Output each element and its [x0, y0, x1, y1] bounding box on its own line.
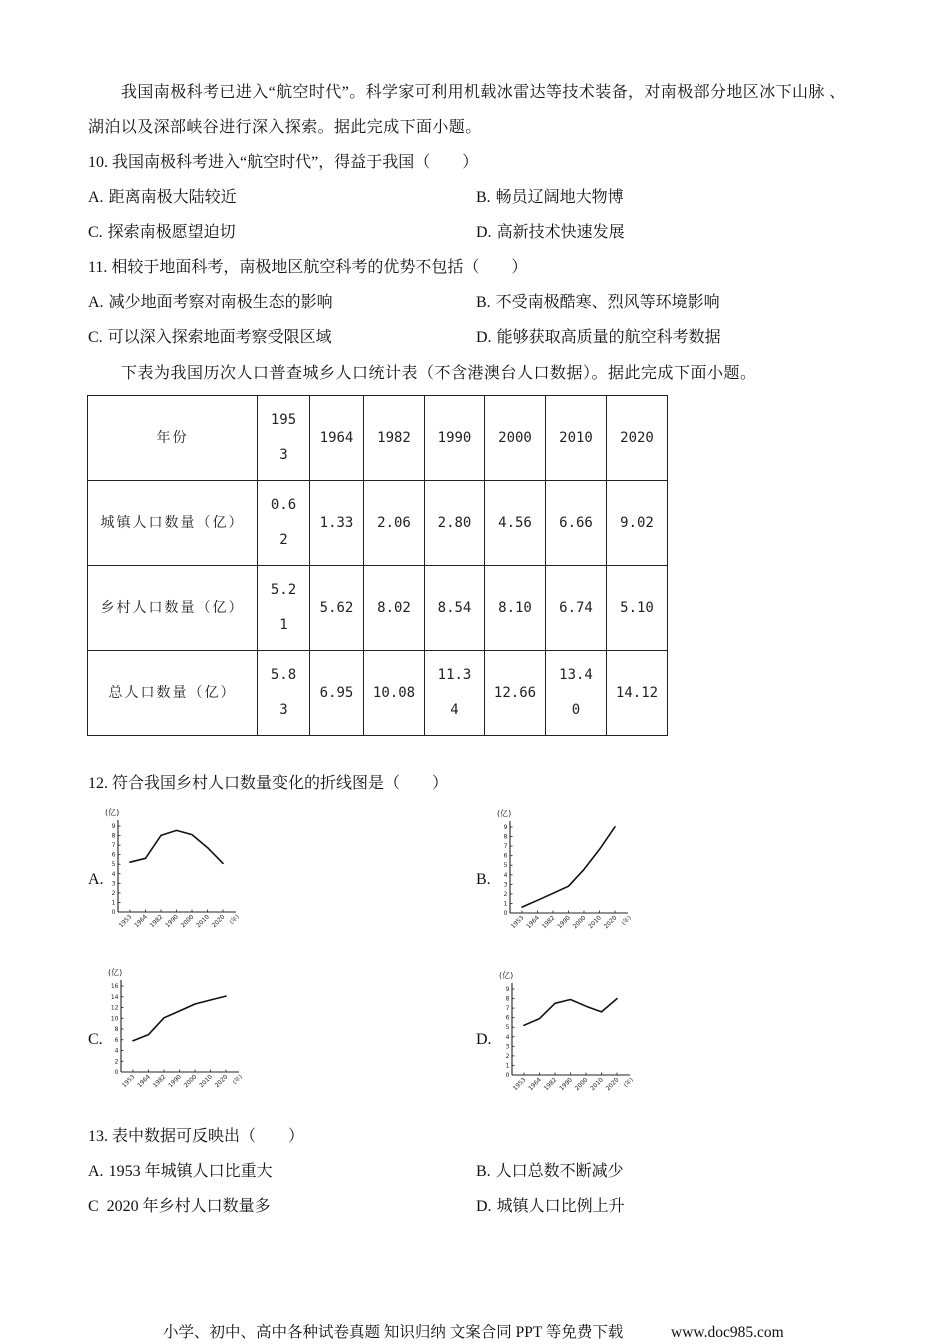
passage-1-line-1: 我国南极科考已进入“航空时代”。科学家可利用机载冰雷达等技术装备，对南极部分地区冰下山脉 、	[121, 84, 846, 101]
option-label: D.	[476, 224, 492, 241]
question-11-option-a	[88, 293, 333, 313]
chart-c-option-label: C.	[88, 1031, 103, 1048]
chart-d-series-line	[524, 999, 617, 1026]
question-11-option-b	[476, 293, 720, 313]
question-13-stem: 13. 表中数据可反映出（ ）	[88, 1128, 305, 1145]
option-label: D.	[476, 329, 492, 346]
chart-c-ytick-label: 8	[114, 1026, 119, 1033]
question-13-option-b	[476, 1162, 624, 1182]
chart-d	[498, 967, 648, 1099]
chart-b-ytick-label: 3	[503, 881, 508, 889]
table-cell: 2.06	[364, 481, 425, 566]
table-row-rural	[88, 566, 668, 651]
table-cell: 14.12	[607, 651, 668, 736]
footer-text: 小学、初中、高中各种试卷真题 知识归纳 文案合同 PPT 等免费下载	[163, 1324, 624, 1341]
chart-d-x-unit-label: (年)	[622, 1076, 635, 1089]
table-cell: 8.54	[425, 566, 485, 651]
chart-a	[104, 804, 254, 936]
table-cell-text: 13.40	[559, 667, 593, 718]
chart-b-ytick-label: 2	[503, 890, 508, 898]
chart-a-xtick-label: 1964	[133, 913, 149, 930]
table-cell: 6.95	[310, 651, 364, 736]
table-row-label: 乡村人口数量（亿）	[88, 566, 258, 651]
option-text: 不受南极酷寒、烈风等环境影响	[495, 294, 720, 311]
chart-d-y-unit-label: (亿)	[499, 971, 514, 980]
chart-c-ytick-label: 2	[114, 1058, 119, 1066]
chart-a-ytick-label: 9	[111, 823, 116, 830]
chart-a-xtick-label: 2010	[195, 913, 211, 930]
chart-d-ytick-label: 9	[505, 986, 510, 993]
chart-d-xtick-label: 2000	[573, 1076, 590, 1093]
chart-d-ytick-label: 7	[505, 1005, 510, 1013]
table-cell: 12.66	[485, 651, 546, 736]
chart-b-xtick-label: 1990	[556, 914, 572, 931]
chart-d-xtick-label: 2020	[604, 1076, 621, 1093]
table-header-year-1990: 1990	[425, 396, 485, 481]
chart-c-xtick-label: 1953	[120, 1073, 137, 1090]
question-10-option-c	[88, 223, 236, 243]
chart-a-option-label: A.	[88, 871, 104, 888]
chart-a-xtick-label: 2020	[210, 913, 227, 930]
table-cell	[258, 566, 310, 651]
table-cell	[258, 651, 310, 736]
table-cell-text: 0.62	[270, 497, 297, 548]
table-cell-text: 11.34	[437, 667, 472, 718]
table-cell: 9.02	[607, 481, 668, 566]
chart-b-xtick-label: 1982	[540, 914, 557, 931]
table-row-urban	[88, 481, 668, 566]
passage-2: 下表为我国历次人口普查城乡人口统计表（不含港澳台人口数据）。据此完成下面小题。	[121, 365, 757, 382]
chart-d-xtick-label: 1990	[558, 1076, 574, 1093]
chart-c-xtick-label: 1964	[136, 1073, 152, 1090]
option-text: 探索南极愿望迫切	[107, 224, 236, 241]
chart-a-ytick-label: 0	[111, 909, 116, 916]
table-cell: 1.33	[310, 481, 364, 566]
question-13-option-d	[476, 1197, 625, 1217]
chart-a-ytick-label: 8	[111, 832, 116, 840]
chart-b-option-label: B.	[476, 871, 491, 888]
chart-b-y-unit-label: (亿)	[497, 809, 512, 818]
chart-d-ytick-label: 3	[505, 1043, 510, 1051]
chart-b-series-line	[522, 827, 615, 907]
footer-url: www.doc985.com	[671, 1324, 784, 1341]
table-row-label: 总人口数量（亿）	[88, 651, 258, 736]
chart-b-xtick-label: 2010	[587, 914, 603, 931]
question-13-option-c	[88, 1197, 271, 1217]
option-text: 可以深入探索地面考察受限区域	[107, 329, 332, 346]
chart-b-ytick-label: 6	[503, 852, 508, 860]
chart-a-ytick-label: 4	[111, 870, 116, 878]
table-header-label: 年份	[88, 396, 258, 481]
chart-c-y-unit-label: (亿)	[108, 968, 123, 977]
chart-a-ytick-label: 3	[111, 880, 116, 888]
chart-a-xtick-label: 1953	[117, 913, 134, 930]
chart-b-ytick-label: 9	[503, 824, 508, 831]
chart-c-series-line	[133, 996, 226, 1041]
table-cell	[425, 651, 485, 736]
chart-c-ytick-label: 16	[110, 983, 119, 990]
table-cell-text: 5.83	[270, 667, 297, 718]
table-cell: 8.02	[364, 566, 425, 651]
table-header-year-2020: 2020	[607, 396, 668, 481]
option-text: 畅员辽阔地大物博	[495, 189, 624, 206]
chart-a-y-unit-label: (亿)	[105, 808, 120, 817]
option-label: B.	[476, 1163, 491, 1180]
table-row-total	[88, 651, 668, 736]
option-label: C	[88, 1198, 99, 1215]
table-cell-text: 5.21	[270, 582, 297, 633]
option-text: 高新技术快速发展	[496, 224, 625, 241]
chart-d-option-label: D.	[476, 1031, 492, 1048]
option-label: B.	[476, 294, 491, 311]
table-cell: 6.74	[546, 566, 607, 651]
option-label: C.	[88, 224, 103, 241]
table-cell: 6.66	[546, 481, 607, 566]
table-cell: 2.80	[425, 481, 485, 566]
option-text: 距离南极大陆较近	[108, 189, 237, 206]
option-text: 能够获取高质量的航空科考数据	[496, 329, 721, 346]
chart-a-ytick-label: 6	[111, 851, 116, 859]
chart-a-ytick-label: 1	[111, 899, 116, 907]
chart-b-xtick-label: 1964	[525, 914, 541, 931]
option-text: 人口总数不断减少	[495, 1163, 624, 1180]
table-cell: 5.10	[607, 566, 668, 651]
chart-a-ytick-label: 2	[111, 889, 116, 897]
table-header-year-2000: 2000	[485, 396, 546, 481]
chart-d-xtick-label: 2010	[589, 1076, 605, 1093]
chart-d-ytick-label: 8	[505, 995, 510, 1003]
chart-c-ytick-label: 6	[114, 1036, 119, 1044]
question-11-stem: 11. 相较于地面科考，南极地区航空科考的优势不包括（ ）	[88, 259, 528, 276]
option-text: 城镇人口比例上升	[496, 1198, 625, 1215]
chart-b-ytick-label: 0	[503, 910, 508, 917]
chart-d-ytick-label: 1	[505, 1062, 510, 1070]
chart-d-ytick-label: 0	[505, 1072, 510, 1079]
option-text: 1953 年城镇人口比重大	[108, 1163, 273, 1180]
question-11-option-d	[476, 328, 721, 348]
chart-c-ytick-label: 14	[110, 993, 119, 1001]
table-cell	[546, 651, 607, 736]
chart-a-ytick-label: 5	[111, 861, 116, 869]
chart-d-ytick-label: 2	[505, 1052, 510, 1060]
question-13-option-a	[88, 1162, 273, 1182]
table-cell: 10.08	[364, 651, 425, 736]
chart-a-x-unit-label: (年)	[228, 913, 241, 926]
chart-b-ytick-label: 7	[503, 843, 508, 851]
option-label: A.	[88, 189, 104, 206]
chart-c	[107, 964, 257, 1096]
chart-d-xtick-label: 1982	[542, 1076, 559, 1093]
chart-c-xtick-label: 2020	[213, 1073, 230, 1090]
chart-c-ytick-label: 12	[110, 1004, 119, 1012]
chart-d-ytick-label: 4	[505, 1033, 510, 1041]
question-10-option-a	[88, 188, 237, 208]
chart-a-xtick-label: 2000	[179, 913, 196, 930]
table-cell: 5.62	[310, 566, 364, 651]
chart-c-xtick-label: 1982	[151, 1073, 168, 1090]
chart-c-xtick-label: 1990	[167, 1073, 183, 1090]
chart-c-xtick-label: 2010	[198, 1073, 214, 1090]
table-row-label: 城镇人口数量（亿）	[88, 481, 258, 566]
chart-a-xtick-label: 1990	[164, 913, 180, 930]
chart-a-xtick-label: 1982	[148, 913, 165, 930]
passage-1-line-2: 湖泊以及深部峡谷进行深入探索。据此完成下面小题。	[88, 119, 482, 136]
table-header-year-1964: 1964	[310, 396, 364, 481]
chart-c-ytick-label: 0	[114, 1069, 119, 1076]
option-label: A.	[88, 294, 104, 311]
question-10-option-d	[476, 223, 625, 243]
table-header-year-text: 1953	[270, 412, 297, 463]
chart-d-xtick-label: 1964	[527, 1076, 543, 1093]
chart-d-ytick-label: 6	[505, 1014, 510, 1022]
table-header-year-1982: 1982	[364, 396, 425, 481]
chart-a-ytick-label: 7	[111, 842, 116, 850]
chart-b-xtick-label: 1953	[509, 914, 526, 931]
chart-b-ytick-label: 4	[503, 871, 508, 879]
census-table	[87, 395, 668, 736]
option-label: A.	[88, 1163, 104, 1180]
table-cell: 4.56	[485, 481, 546, 566]
chart-b	[496, 805, 646, 937]
chart-d-ytick-label: 5	[505, 1024, 510, 1032]
table-header-year-2010: 2010	[546, 396, 607, 481]
table-header-year-1953	[258, 396, 310, 481]
chart-c-ytick-label: 10	[110, 1015, 119, 1023]
chart-c-xtick-label: 2000	[182, 1073, 199, 1090]
chart-a-series-line	[130, 830, 223, 863]
option-text: 减少地面考察对南极生态的影响	[108, 294, 333, 311]
option-text: 2020 年乡村人口数量多	[106, 1198, 271, 1215]
option-label: B.	[476, 189, 491, 206]
option-label: C.	[88, 329, 103, 346]
chart-d-xtick-label: 1953	[511, 1076, 528, 1093]
option-label: D.	[476, 1198, 492, 1215]
chart-b-x-unit-label: (年)	[620, 914, 633, 927]
table-cell: 8.10	[485, 566, 546, 651]
table-header-row	[88, 396, 668, 481]
question-11-option-c	[88, 328, 332, 348]
chart-c-x-unit-label: (年)	[231, 1073, 244, 1086]
question-12-stem: 12. 符合我国乡村人口数量变化的折线图是（ ）	[88, 775, 449, 792]
table-cell	[258, 481, 310, 566]
question-10-option-b	[476, 188, 624, 208]
chart-b-xtick-label: 2000	[571, 914, 588, 931]
chart-b-ytick-label: 5	[503, 862, 508, 870]
chart-b-ytick-label: 1	[503, 900, 508, 908]
question-10-stem: 10. 我国南极科考进入“航空时代”，得益于我国（ ）	[88, 154, 479, 171]
chart-b-xtick-label: 2020	[602, 914, 619, 931]
chart-b-ytick-label: 8	[503, 833, 508, 841]
chart-c-ytick-label: 4	[114, 1047, 119, 1055]
